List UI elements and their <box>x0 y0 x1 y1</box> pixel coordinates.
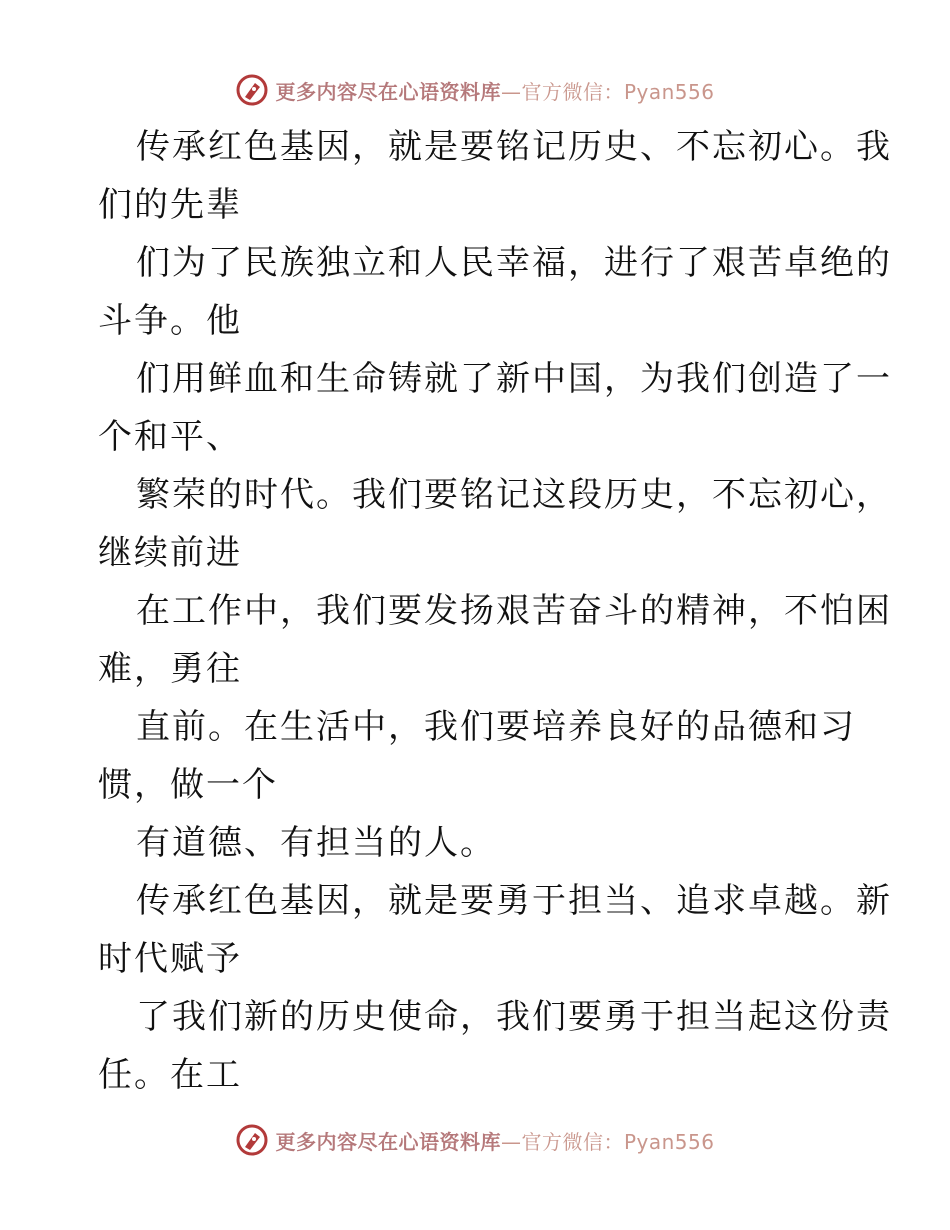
footer-text <box>275 1126 714 1155</box>
header-text <box>275 76 714 105</box>
header-dash: — <box>500 79 522 104</box>
footer-dash: — <box>500 1129 522 1154</box>
body-line: 在工作中，我们要发扬艰苦奋斗的精神，不怕困 <box>136 591 892 631</box>
footer-brand: 更多内容尽在心语资料库 <box>275 1129 501 1154</box>
header-wechat: 官方微信：Pyan556 <box>521 79 715 104</box>
body-line: 难，勇往 <box>98 649 242 689</box>
body-line: 了我们新的历史使命，我们要勇于担当起这份责 <box>136 997 892 1037</box>
body-line: 时代赋予 <box>98 939 242 979</box>
body-line: 任。在工 <box>98 1055 242 1095</box>
header-brand: 更多内容尽在心语资料库 <box>275 79 501 104</box>
body-line: 继续前进 <box>98 533 242 573</box>
header-banner <box>0 70 950 110</box>
footer-banner <box>0 1120 950 1160</box>
body-line: 们用鲜血和生命铸就了新中国，为我们创造了一 <box>136 359 892 399</box>
body-line: 繁荣的时代。我们要铭记这段历史，不忘初心， <box>136 475 892 515</box>
pen-nib-seal-icon <box>235 1123 269 1157</box>
body-line: 斗争。他 <box>98 301 242 341</box>
body-line: 传承红色基因，就是要铭记历史、不忘初心。我 <box>136 127 892 167</box>
document-body <box>98 118 892 1104</box>
body-line: 有道德、有担当的人。 <box>136 823 496 863</box>
body-line: 个和平、 <box>98 417 242 457</box>
body-line: 们的先辈 <box>98 185 242 225</box>
body-line: 传承红色基因，就是要勇于担当、追求卓越。新 <box>136 881 892 921</box>
footer-wechat: 官方微信：Pyan556 <box>521 1129 715 1154</box>
body-line: 直前。在生活中，我们要培养良好的品德和习 <box>136 707 856 747</box>
body-line: 惯，做一个 <box>98 765 278 805</box>
pen-nib-seal-icon <box>235 73 269 107</box>
body-line: 们为了民族独立和人民幸福，进行了艰苦卓绝的 <box>136 243 892 283</box>
